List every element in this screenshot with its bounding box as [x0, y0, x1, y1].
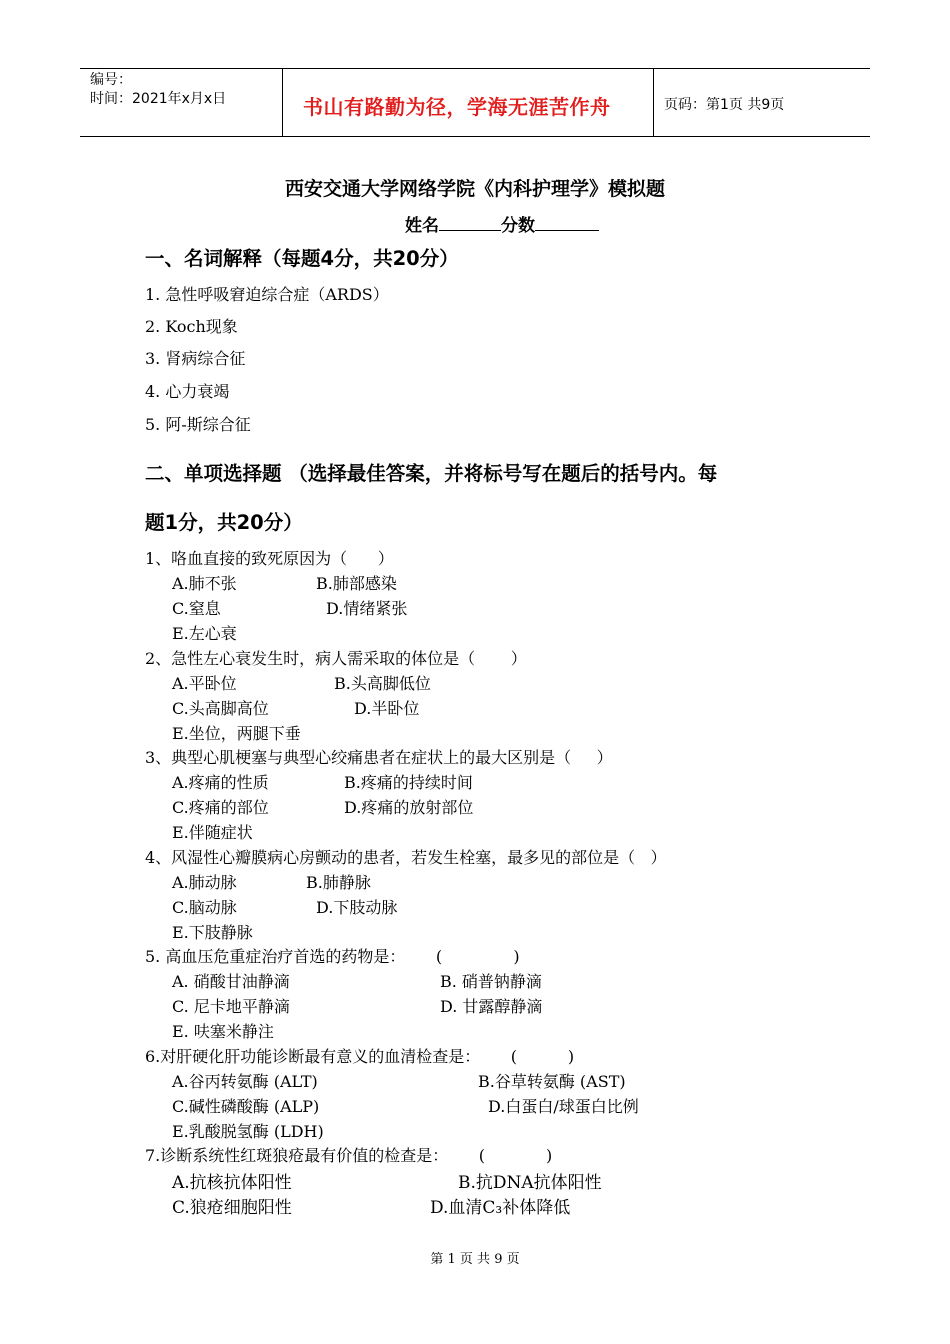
question-stem: 4、风湿性心瓣膜病心房颤动的患者，若发生栓塞，最多见的部位是（ ） — [145, 848, 667, 867]
term-item: 1. 急性呼吸窘迫综合症（ARDS） — [145, 285, 389, 304]
question-stem: 7.诊断系统性红斑狼疮最有价值的检查是： ( ) — [145, 1146, 553, 1165]
section2-heading: 二、单项选择题 （选择最佳答案，并将标号写在题后的括号内。每 — [145, 462, 718, 485]
question-stem: 1、咯血直接的致死原因为（ ） — [145, 549, 394, 568]
option: C. 尼卡地平静滴 — [172, 997, 290, 1016]
option: E. 呋塞米静注 — [172, 1022, 274, 1041]
option: A.平卧位 — [172, 674, 237, 693]
option: D.情绪紧张 — [326, 599, 408, 618]
option: B.抗DNA抗体阳性 — [458, 1173, 602, 1193]
option: D.下肢动脉 — [316, 898, 398, 917]
option: A.谷丙转氨酶 (ALT) — [172, 1072, 318, 1091]
option: D.疼痛的放射部位 — [344, 798, 474, 817]
document-title: 西安交通大学网络学院《内科护理学》模拟题 — [284, 178, 665, 200]
option: A.肺动脉 — [172, 873, 237, 892]
time-label: 时间：2021年x月x日 — [90, 91, 227, 107]
name-label: 姓名 — [405, 216, 439, 236]
option: C.碱性磷酸酶 (ALP) — [172, 1097, 320, 1116]
name-blank — [439, 214, 501, 231]
option: B. 硝普钠静滴 — [440, 972, 542, 991]
header-meta — [80, 69, 282, 136]
option: E.坐位，两腿下垂 — [172, 724, 301, 743]
section1-heading: 一、名词解释（每题4分，共20分） — [145, 247, 459, 270]
option: A. 硝酸甘油静滴 — [172, 972, 290, 991]
number-label: 编号： — [90, 72, 132, 88]
question-stem: 3、典型心肌梗塞与典型心绞痛患者在症状上的最大区别是（ ） — [145, 748, 613, 767]
section2-heading-cont: 题1分，共20分） — [145, 511, 303, 534]
question-stem: 2、急性左心衰发生时，病人需采取的体位是（ ） — [145, 649, 527, 668]
option: B.头高脚低位 — [334, 674, 431, 693]
option: A.抗核抗体阳性 — [172, 1173, 292, 1193]
option: E.伴随症状 — [172, 823, 253, 842]
option: E.下肢静脉 — [172, 923, 253, 942]
option: B.肺部感染 — [316, 574, 397, 593]
page-code: 页码：第1页 共9页 — [664, 97, 785, 113]
page-header — [80, 68, 870, 137]
name-score-row — [405, 211, 599, 236]
score-blank — [535, 214, 599, 231]
option: E.乳酸脱氢酶 (LDH) — [172, 1122, 324, 1141]
option: C.疼痛的部位 — [172, 798, 269, 817]
option: B.谷草转氨酶 (AST) — [478, 1072, 626, 1091]
page-footer: 第 1 页 共 9 页 — [430, 1252, 520, 1267]
option: C.窒息 — [172, 599, 221, 618]
option: B.疼痛的持续时间 — [344, 773, 473, 792]
option: A.肺不张 — [172, 574, 237, 593]
term-item: 3. 肾病综合征 — [145, 349, 246, 368]
term-item: 4. 心力衰竭 — [145, 382, 230, 401]
motto: 书山有路勤为径，学海无涯苦作舟 — [303, 95, 611, 119]
question-stem: 6.对肝硬化肝功能诊断最有意义的血清检查是： ( ) — [145, 1047, 575, 1066]
option: A.疼痛的性质 — [172, 773, 269, 792]
term-item: 5. 阿-斯综合征 — [145, 415, 251, 434]
option: C.狼疮细胞阳性 — [172, 1198, 292, 1218]
score-label: 分数 — [501, 216, 535, 236]
header-motto-cell — [282, 69, 654, 136]
option: D.血清C₃补体降低 — [430, 1198, 571, 1218]
option: C.脑动脉 — [172, 898, 237, 917]
option: D.半卧位 — [354, 699, 420, 718]
option: B.肺静脉 — [306, 873, 371, 892]
option: C.头高脚高位 — [172, 699, 269, 718]
term-item: 2. Koch现象 — [145, 317, 238, 336]
option: D.白蛋白/球蛋白比例 — [488, 1097, 639, 1116]
option: E.左心衰 — [172, 624, 237, 643]
option: D. 甘露醇静滴 — [440, 997, 543, 1016]
question-stem: 5. 高血压危重症治疗首选的药物是： ( ) — [145, 947, 520, 966]
